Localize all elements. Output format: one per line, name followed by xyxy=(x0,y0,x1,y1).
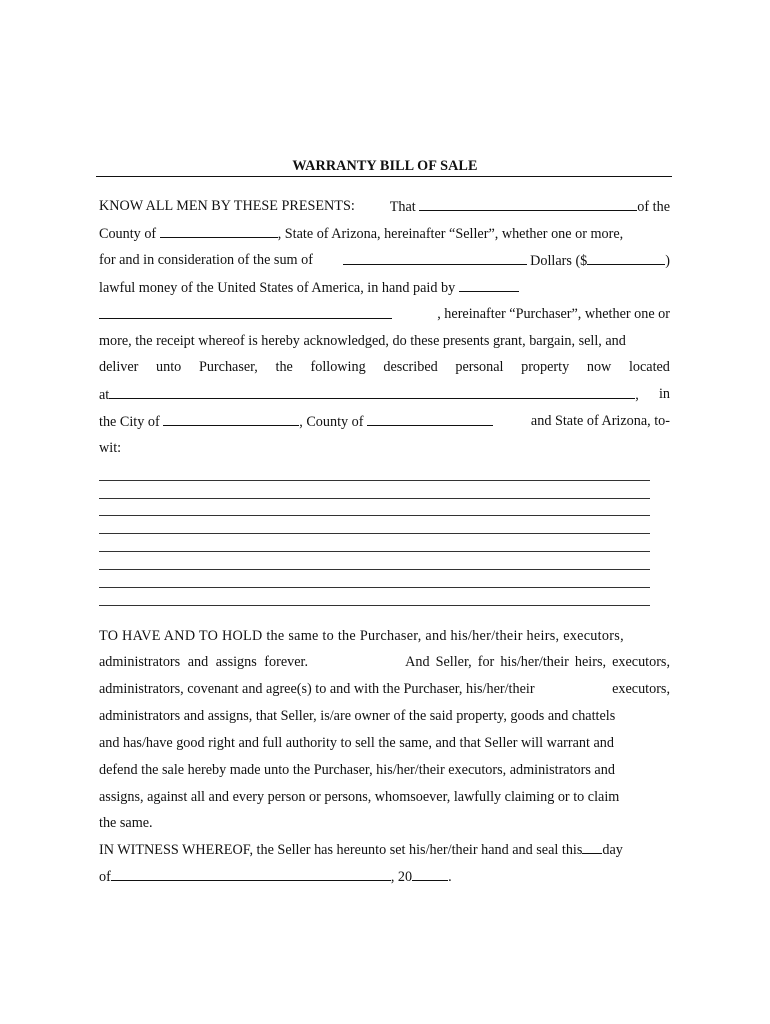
intro-line-2 xyxy=(99,223,670,243)
month-field[interactable] xyxy=(111,866,391,881)
property-description-line[interactable] xyxy=(99,515,650,516)
of-the-label: of the xyxy=(637,199,670,215)
lawful-money-text: lawful money of the United States of America, in hand paid by xyxy=(99,280,456,296)
at-label: at xyxy=(99,387,110,403)
county-label: County of xyxy=(99,226,157,242)
habendum-line-2 xyxy=(99,652,670,672)
sum-amount-field[interactable] xyxy=(587,250,665,265)
day-label: day xyxy=(602,842,623,858)
property-description-line[interactable] xyxy=(99,480,650,481)
habendum-text: And Seller, for his/her/their heirs, executors, xyxy=(405,654,670,670)
intro-line-9 xyxy=(99,411,670,431)
state-seller-text: , State of Arizona, hereinafter “Seller”, whether one or more, xyxy=(277,226,624,242)
property-description-line[interactable] xyxy=(99,605,650,606)
word: unto xyxy=(156,359,182,375)
document-title: WARRANTY BILL OF SALE xyxy=(292,158,478,174)
witness-text: IN WITNESS WHEREOF, the Seller has hereunto set his/her/their hand and seal this xyxy=(99,842,583,858)
habendum-line-6: defend the sale hereby made unto the Purchaser, his/her/their executors, administrators and xyxy=(99,762,615,778)
word: property xyxy=(521,359,570,375)
dollars-label: Dollars ($ xyxy=(530,253,588,269)
property-description-line[interactable] xyxy=(99,587,650,588)
habendum-text: administrators, covenant and agree(s) to and with the Purchaser, his/her/their xyxy=(99,681,535,697)
habendum-text: TO HAVE AND TO HOLD the same to the Purchaser, and his/her/their heirs, executors, xyxy=(99,628,624,644)
property-description-line[interactable] xyxy=(99,569,650,570)
seller-county-field[interactable] xyxy=(160,223,278,238)
habendum-line-3 xyxy=(99,679,670,699)
habendum-text: administrators and assigns forever. xyxy=(99,654,309,670)
intro-line-4 xyxy=(99,277,670,297)
witness-line-2 xyxy=(99,866,670,886)
city-field[interactable] xyxy=(163,411,299,426)
habendum-line-8: the same. xyxy=(99,815,153,831)
wit-label: wit: xyxy=(99,440,122,456)
of-label: of xyxy=(99,869,111,885)
property-description-line[interactable] xyxy=(99,551,650,552)
in-label: in xyxy=(658,386,670,402)
word: Purchaser, xyxy=(198,359,258,375)
word: personal xyxy=(455,359,504,375)
word: following xyxy=(310,359,366,375)
year-field[interactable] xyxy=(412,866,448,881)
period: . xyxy=(448,869,452,885)
intro-text: KNOW ALL MEN BY THESE PRESENTS: xyxy=(99,198,355,214)
close-paren: ) xyxy=(665,253,670,269)
habendum-text: executors, xyxy=(612,681,670,697)
word: now xyxy=(586,359,612,375)
witness-line-1 xyxy=(99,839,670,859)
year-prefix: , 20 xyxy=(390,869,413,885)
word: described xyxy=(383,359,438,375)
county-of-label: , County of xyxy=(299,414,364,430)
intro-line-3 xyxy=(99,250,670,270)
intro-line-8 xyxy=(99,384,670,404)
state-to-wit-text: and State of Arizona, to- xyxy=(530,413,670,429)
word: deliver xyxy=(99,359,139,375)
intro-line-1 xyxy=(99,196,670,216)
property-description-line[interactable] xyxy=(99,533,650,534)
property-description-line[interactable] xyxy=(99,498,650,499)
habendum-line-7: assigns, against all and every person or persons, whomsoever, lawfully claiming or to claim xyxy=(99,789,620,805)
habendum-line-1 xyxy=(99,626,670,646)
purchaser-name-field[interactable] xyxy=(99,304,392,319)
intro-line-5 xyxy=(99,304,670,324)
seller-name-field[interactable] xyxy=(419,196,637,211)
habendum-line-5: and has/have good right and full authority to sell the same, and that Seller will warrant and xyxy=(99,735,614,751)
that-label: That xyxy=(389,199,416,215)
purchaser-text: , hereinafter “Purchaser”, whether one or xyxy=(437,306,670,322)
sum-words-field[interactable] xyxy=(343,250,527,265)
habendum-line-4: administrators and assigns, that Seller, is/are owner of the said property, goods and chattels xyxy=(99,708,616,724)
city-label: the City of xyxy=(99,414,160,430)
intro-line-7 xyxy=(99,357,670,377)
property-county-field[interactable] xyxy=(367,411,493,426)
location-field[interactable] xyxy=(109,384,635,399)
word: located xyxy=(628,359,670,375)
word: the xyxy=(275,359,293,375)
comma: , xyxy=(635,387,639,403)
consideration-label: for and in consideration of the sum of xyxy=(99,252,313,268)
title-underline xyxy=(96,176,672,177)
paid-by-field[interactable] xyxy=(459,277,519,292)
intro-line-6: more, the receipt whereof is hereby acknowledged, do these presents grant, bargain, sell, and xyxy=(99,333,626,349)
day-field[interactable] xyxy=(582,839,602,854)
